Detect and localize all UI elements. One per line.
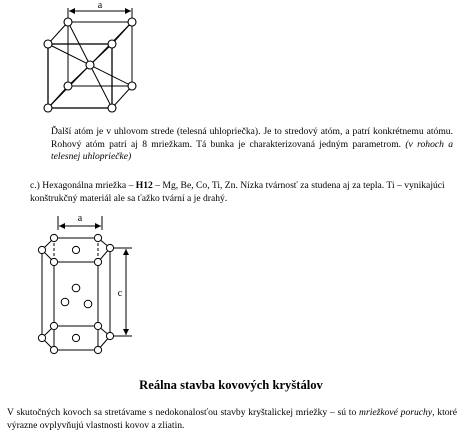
real-structure-text-after: , ktoré výrazne ovplyvňujú vlastnosti kovov a zliatin. xyxy=(7,407,457,431)
bcc-dimension-label: a xyxy=(97,0,103,11)
bcc-description-note: (v rohoch a telesnej uhlopriečke) xyxy=(51,138,453,163)
hcp-unit-cell-figure xyxy=(20,208,140,368)
hcp-list-item xyxy=(30,180,450,206)
hcp-c-label: c xyxy=(117,288,123,299)
hcp-item-code: H12 xyxy=(135,180,153,191)
real-structure-text-before: V skutočných kovoch sa stretávame s nedokonalosťou stavby kryštalickej mriežky – sú to xyxy=(7,407,360,418)
hcp-a-label: a xyxy=(77,213,83,224)
bcc-description-paragraph xyxy=(51,126,453,164)
section-heading: Reálna stavba kovových kryštálov xyxy=(139,378,323,392)
bcc-description-text: Ďalší atóm je v uhlovom strede (telesná uhlopriečka). Je to stredový atóm, a patrí konkrétnemu atómu. Rohový atóm patrí aj 8 mriežkam. Tá bunka je charakterizovaná jedným parametrom. xyxy=(51,126,453,150)
hcp-item-text: – Mg, Be, Co, Ti, Zn. Nízka tvárnosť za studena aj za tepla. Ti – vynikajúci konštrukčný materiál ale sa ťažko tvární a je drahý. xyxy=(30,180,445,204)
bcc-unit-cell-figure xyxy=(40,0,170,124)
hcp-item-marker: c.) xyxy=(30,180,40,191)
hcp-item-lead: Hexagonálna mriežka – xyxy=(42,180,136,191)
real-structure-term: mriežkové poruchy xyxy=(359,407,433,418)
real-structure-paragraph xyxy=(7,406,457,432)
